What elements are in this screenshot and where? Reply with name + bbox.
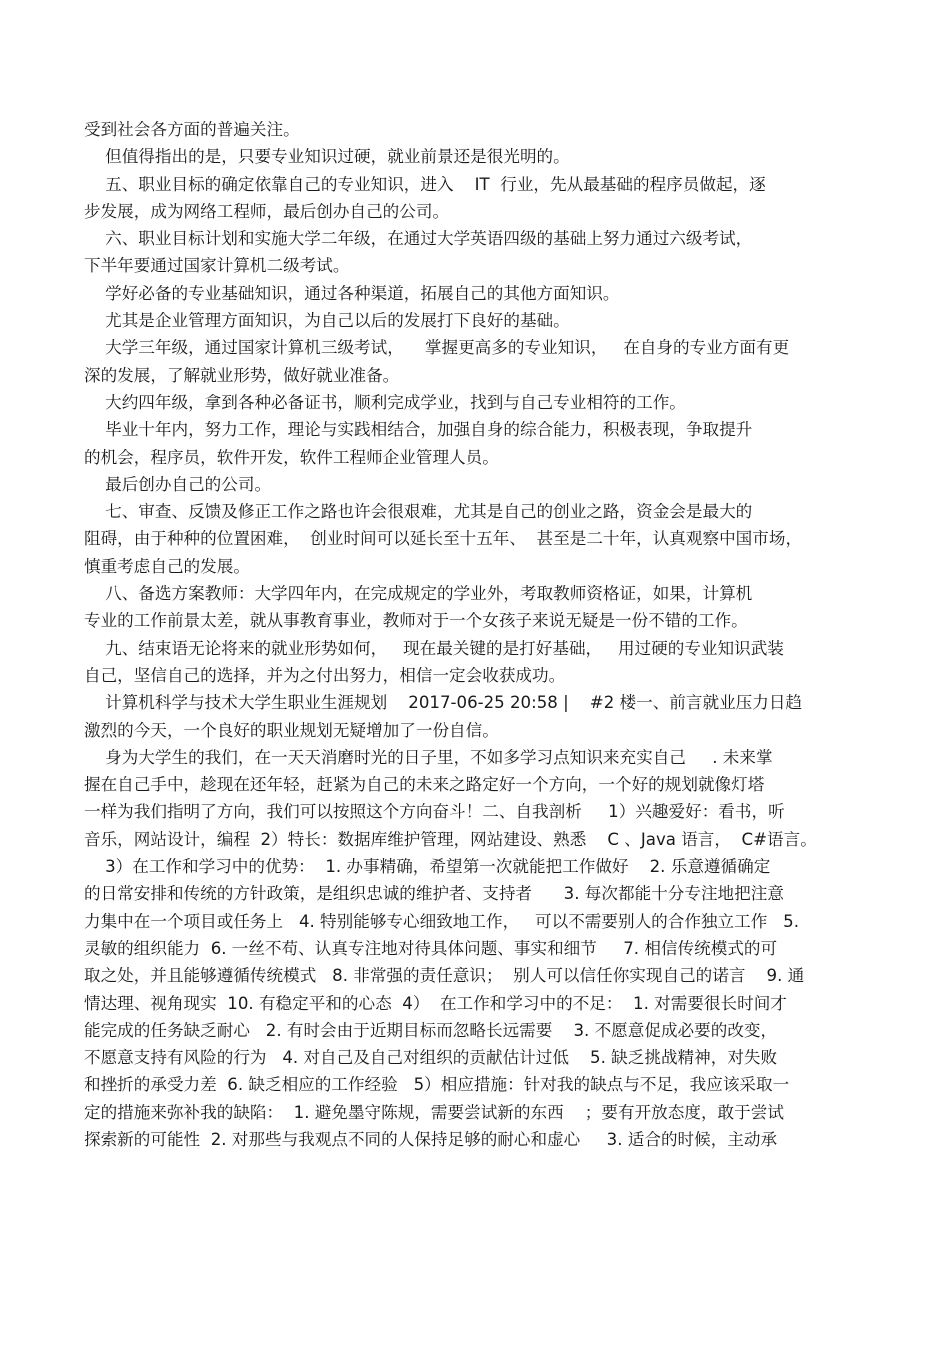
text-line: 取之处，并且能够遵循传统模式 8. 非常强的责任意识； 别人可以信任你实现自己的诺言 9. 通 (84, 966, 805, 986)
text-line: 计算机科学与技术大学生职业生涯规划 2017-06-25 20:58 | #2 楼一、前言就业压力日趋 (84, 693, 803, 713)
text-line: 身为大学生的我们，在一天天消磨时光的日子里，不如多学习点知识来充实自己 . 未来掌 (84, 747, 773, 767)
text-line: 的机会，程序员，软件开发，软件工程师企业管理人员。 (84, 447, 499, 467)
text-line: 3）在工作和学习中的优势： 1. 办事精确，希望第一次就能把工作做好 2. 乐意遵循确定 (84, 857, 771, 877)
text-line: 大学三年级，通过国家计算机三级考试， 掌握更高多的专业知识， 在自身的专业方面有更 (84, 338, 790, 358)
text-line: 探索新的可能性 2. 对那些与我观点不同的人保持足够的耐心和虚心 3. 适合的时候，主动承 (84, 1129, 778, 1149)
text-line: 力集中在一个项目或任务上 4. 特别能够专心细致地工作， 可以不需要别人的合作独立工作 5. (84, 911, 799, 931)
text-line: 音乐，网站设计，编程 2）特长：数据库维护管理，网站建设、熟悉 C 、Java 语言， C#语言。 (84, 829, 817, 849)
text-line: 尤其是企业管理方面知识，为自己以后的发展打下良好的基础。 (84, 311, 570, 331)
text-line: 定的措施来弥补我的缺陷： 1. 避免墨守陈规，需要尝试新的东西 ；要有开放态度，敢于尝试 (84, 1102, 784, 1122)
text-line: 的日常安排和传统的方针政策，是组织忠诚的维护者、支持者 3. 每次都能十分专注地把注意 (84, 884, 784, 904)
text-line: 大约四年级，拿到各种必备证书，顺利完成学业，找到与自己专业相符的工作。 (84, 392, 686, 412)
text-line: 和挫折的承受力差 6. 缺乏相应的工作经验 5）相应措施：针对我的缺点与不足，我应该采取一 (84, 1075, 790, 1095)
text-line: 一样为我们指明了方向，我们可以按照这个方向奋斗！二、自我剖析 1）兴趣爱好：看书，听 (84, 802, 785, 822)
text-line: 握在自己手中，趁现在还年轻，赶紧为自己的未来之路定好一个方向，一个好的规划就像灯塔 (84, 775, 765, 795)
text-line: 灵敏的组织能力 6. 一丝不苟、认真专注地对待具体问题、事实和细节 7. 相信传统模式的可 (84, 938, 778, 958)
text-line: 不愿意支持有风险的行为 4. 对自己及自己对组织的贡献估计过低 5. 缺乏挑战精神，对失败 (84, 1048, 778, 1068)
text-line: 但值得指出的是，只要专业知识过硬，就业前景还是很光明的。 (84, 147, 570, 167)
text-line: 阻碍，由于种种的位置困难， 创业时间可以延长至十五年、 甚至是二十年，认真观察中国市场， (84, 529, 803, 549)
text-line: 六、职业目标计划和实施大学二年级，在通过大学英语四级的基础上努力通过六级考试， (84, 229, 753, 249)
text-line: 八、备选方案教师：大学四年内，在完成规定的学业外，考取教师资格证，如果，计算机 (84, 584, 753, 604)
text-line: 最后创办自己的公司。 (84, 474, 272, 494)
text-line: 九、结束语无论将来的就业形势如何， 现在最关键的是打好基础， 用过硬的专业知识武装 (84, 638, 784, 658)
text-line: 五、职业目标的确定依靠自己的专业知识，进入 IT 行业，先从最基础的程序员做起，逐 (84, 174, 766, 194)
text-line: 自己，坚信自己的选择，并为之付出努力，相信一定会收获成功。 (84, 665, 566, 685)
text-line: 专业的工作前景太差，就从事教育事业，教师对于一个女孩子来说无疑是一份不错的工作。 (84, 611, 748, 631)
text-line: 七、审查、反馈及修正工作之路也许会很艰难，尤其是自己的创业之路，资金会是最大的 (84, 502, 753, 522)
text-line: 情达理、视角现实 10. 有稳定平和的心态 4） 在工作和学习中的不足： 1. 对需要很长时间才 (84, 993, 787, 1013)
text-line: 激烈的今天，一个良好的职业规划无疑增加了一份自信。 (84, 720, 499, 740)
text-line: 能完成的任务缺乏耐心 2. 有时会由于近期目标而忽略长远需要 3. 不愿意促成必要的改变， (84, 1020, 778, 1040)
text-line: 学好必备的专业基础知识，通过各种渠道，拓展自己的其他方面知识。 (84, 283, 620, 303)
text-line: 毕业十年内，努力工作，理论与实践相结合，加强自身的综合能力，积极表现，争取提升 (84, 420, 753, 440)
text-line: 慎重考虑自己的发展。 (84, 556, 250, 576)
text-line: 受到社会各方面的普遍关注。 (84, 120, 300, 139)
text-line: 下半年要通过国家计算机二级考试。 (84, 256, 350, 276)
text-line: 步发展，成为网络工程师，最后创办自己的公司。 (84, 201, 450, 221)
text-line: 深的发展，了解就业形势，做好就业准备。 (84, 365, 400, 385)
document-body (84, 116, 874, 1153)
